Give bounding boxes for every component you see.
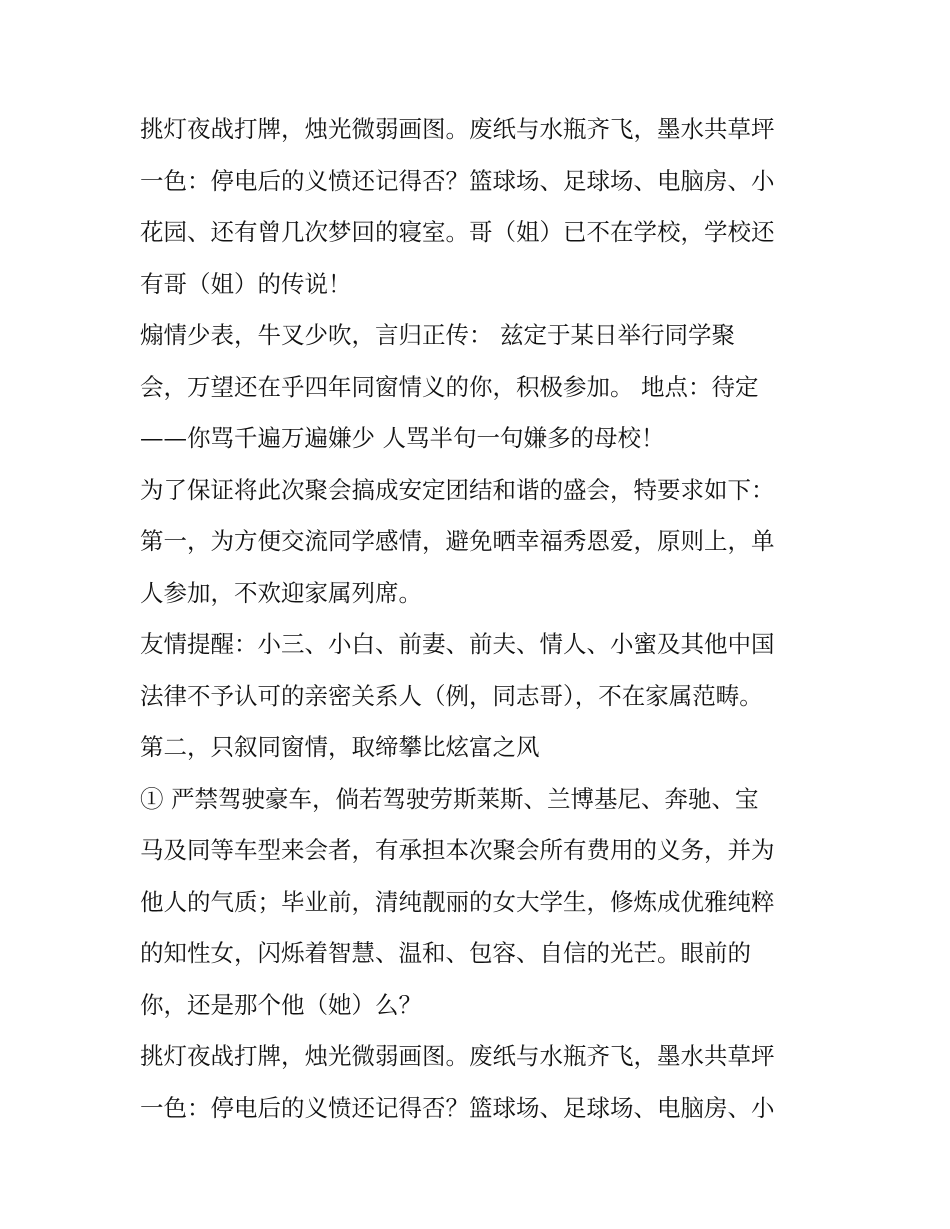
text-line: 煽情少表，牛叉少吹，言归正传： 兹定于某日举行同学聚: [140, 321, 735, 349]
text-line: 挑灯夜战打牌，烛光微弱画图。废纸与水瓶齐飞，墨水共草坪: [140, 1042, 775, 1070]
text-line: 马及同等车型来会者，有承担本次聚会所有费用的义务，并为: [140, 836, 775, 864]
text-line: 一色：停电后的义愤还记得否？篮球场、足球场、电脑房、小: [140, 1093, 775, 1122]
text-line: 友情提醒：小三、小白、前妻、前夫、情人、小蜜及其他中国: [140, 630, 775, 658]
text-line: 他人的气质；毕业前，清纯靓丽的女大学生，修炼成优雅纯粹: [140, 887, 775, 916]
text-line: 挑灯夜战打牌，烛光微弱画图。废纸与水瓶齐飞，墨水共草坪: [140, 115, 775, 143]
text-line: 一色：停电后的义愤还记得否？篮球场、足球场、电脑房、小: [140, 166, 775, 195]
text-line: 你，还是那个他（她）么？: [140, 990, 422, 1019]
text-line: 为了保证将此次聚会搞成安定团结和谐的盛会，特要求如下：: [140, 475, 775, 504]
text-line: 第一，为方便交流同学感情，避免晒幸福秀恩爱，原则上，单: [140, 527, 775, 555]
document-body: [140, 104, 820, 1134]
text-line: 人参加，不欢迎家属列席。: [140, 578, 422, 607]
text-line: 第二，只叙同窗情，取缔攀比炫富之风: [140, 733, 540, 761]
text-line: 花园、还有曾几次梦回的寝室。哥（姐）已不在学校，学校还: [140, 218, 775, 246]
text-line: 有哥（姐）的传说！: [140, 269, 352, 298]
text-line: 法律不予认可的亲密关系人（例，同志哥），不在家属范畴。: [140, 681, 763, 710]
text-line: 的知性女，闪烁着智慧、温和、包容、自信的光芒。眼前的: [140, 939, 751, 967]
text-line: ① 严禁驾驶豪车，倘若驾驶劳斯莱斯、兰博基尼、奔驰、宝: [140, 784, 759, 813]
text-line: 会，万望还在乎四年同窗情义的你，积极参加。 地点：待定: [140, 372, 759, 401]
text-line: ——你骂千遍万遍嫌少 人骂半句一句嫌多的母校！: [140, 424, 665, 452]
